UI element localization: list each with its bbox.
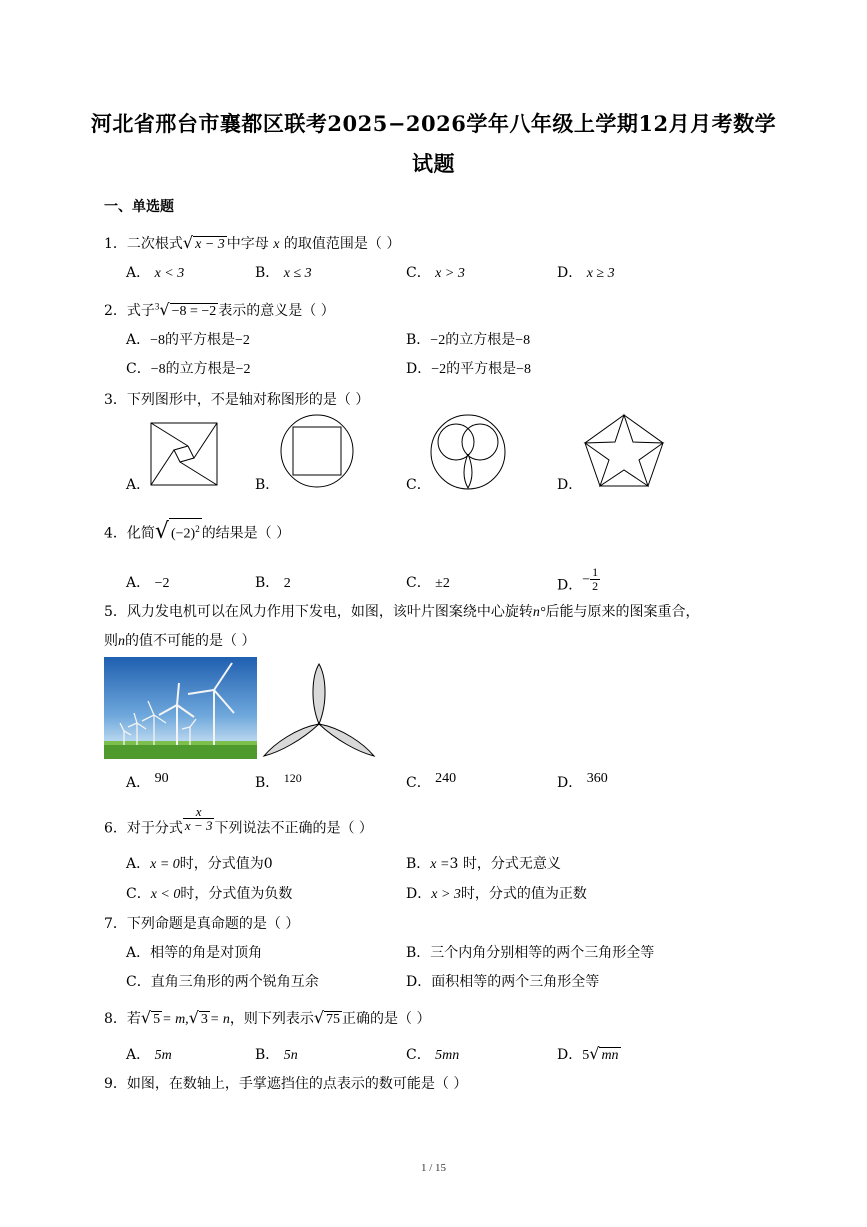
q6-option-d[interactable]: D．x > 3时，分式的值为正数	[406, 886, 587, 902]
section-heading: 一、单选题	[104, 199, 174, 215]
page-footer: 1 / 15	[420, 1162, 447, 1174]
three-blade-pattern	[262, 662, 376, 760]
q7-option-c[interactable]: C．直角三角形的两个锐角互余	[126, 974, 319, 990]
q3-figure-b-square-in-circle	[280, 414, 355, 489]
q3-figure-d-star-in-pentagon	[583, 414, 665, 488]
q1-text-tail: 的取值范围是（ ）	[283, 236, 401, 252]
q1-number: 1．	[104, 236, 127, 252]
q6-option-a[interactable]: A．x = 0时，分式值为0	[126, 856, 273, 872]
doc-title-line1: 河北省邢台市襄都区联考2025−2026学年八年级上学期12月月考数学	[90, 111, 777, 136]
q5-option-d[interactable]: D． 360	[557, 771, 608, 791]
q3-option-d[interactable]: D．	[557, 477, 583, 493]
q1-radicand: x − 3	[195, 237, 225, 252]
q1-var: x	[273, 237, 280, 252]
question-5-line2: 则n的值不可能的是（ ）	[104, 633, 256, 649]
q2-option-d[interactable]: D．−2的平方根是−8	[406, 361, 532, 377]
q3-option-c[interactable]: C．	[406, 477, 431, 493]
q8-option-b[interactable]: B． 5n	[255, 1047, 298, 1063]
q2-option-b[interactable]: B．−2的立方根是−8	[406, 332, 531, 348]
q7-option-b[interactable]: B．三个内角分别相等的两个三角形全等	[406, 945, 655, 961]
q5-option-a[interactable]: A． 90	[126, 771, 169, 791]
q4-option-a[interactable]: A． −2	[126, 575, 170, 591]
q8-option-a[interactable]: A． 5m	[126, 1047, 172, 1063]
q8-option-d[interactable]: D．5√ mn	[557, 1044, 619, 1063]
q4-option-d[interactable]: D．− $\frac{1}{2}$	[557, 565, 599, 594]
question-8: 8．若√ 5 = m,√ 3 = n，则下列表示√ 75 正确的是（ ）	[104, 1008, 431, 1027]
q6-option-c[interactable]: C．x < 0时，分式值为负数	[126, 886, 293, 902]
q4-option-b[interactable]: B． 2	[255, 575, 291, 591]
q7-option-d[interactable]: D．面积相等的两个三角形全等	[406, 974, 600, 990]
q2-expression: −8 = −2	[171, 304, 217, 319]
wind-turbine-photo	[104, 657, 257, 759]
doc-title-line2: 试题	[412, 151, 455, 176]
q1-option-c[interactable]: C． x > 3	[406, 265, 465, 281]
question-1: 1．二次根式√ x − 3 中字母 x 的取值范围是（ ）	[104, 233, 401, 252]
q3-figure-c-circle-arcs	[430, 414, 506, 490]
q1-option-a[interactable]: A． x < 3	[126, 265, 185, 281]
q3-option-a[interactable]: A．	[126, 477, 151, 493]
q3-figure-a-pinwheel-square	[150, 422, 220, 486]
question-4: 4．化简√ $(-2)^2$ 的结果是（ ）	[104, 518, 291, 544]
q2-option-c[interactable]: C．−8的立方根是−2	[126, 361, 251, 377]
question-6: 6．对于分式 $\frac{x}{x - 3}$ 下列说法不正确的是（ ）	[104, 804, 373, 837]
q2-option-a[interactable]: A．−8的平方根是−2	[126, 332, 250, 348]
question-7: 7．下列命题是真命题的是（ ）	[104, 916, 300, 932]
q3-option-b[interactable]: B．	[255, 477, 280, 493]
question-3: 3．下列图形中，不是轴对称图形的是（ ）	[104, 392, 370, 408]
q8-option-c[interactable]: C． 5mn	[406, 1047, 460, 1063]
q7-option-a[interactable]: A．相等的角是对顶角	[126, 945, 263, 961]
q6-option-b[interactable]: B．x =3 时，分式无意义	[406, 856, 561, 872]
q5-option-c[interactable]: C． 240	[406, 771, 457, 791]
q1-option-d[interactable]: D． x ≥ 3	[557, 265, 615, 281]
q1-text-pre: 二次根式	[126, 236, 183, 252]
question-9: 9．如图，在数轴上，手掌遮挡住的点表示的数可能是（ ）	[104, 1076, 468, 1092]
q1-option-b[interactable]: B． x ≤ 3	[255, 265, 312, 281]
question-5: 5．风力发电机可以在风力作用下发电，如图，该叶片图案绕中心旋转n°后能与原来的图案重合，	[104, 604, 700, 620]
q4-option-c[interactable]: C． ±2	[406, 575, 450, 591]
question-2: 2．式子$^3$√ −8 = −2 表示的意义是（ ）	[104, 300, 335, 319]
q5-option-b[interactable]: B． 120	[255, 771, 302, 791]
q1-text-post: 中字母	[226, 236, 269, 252]
